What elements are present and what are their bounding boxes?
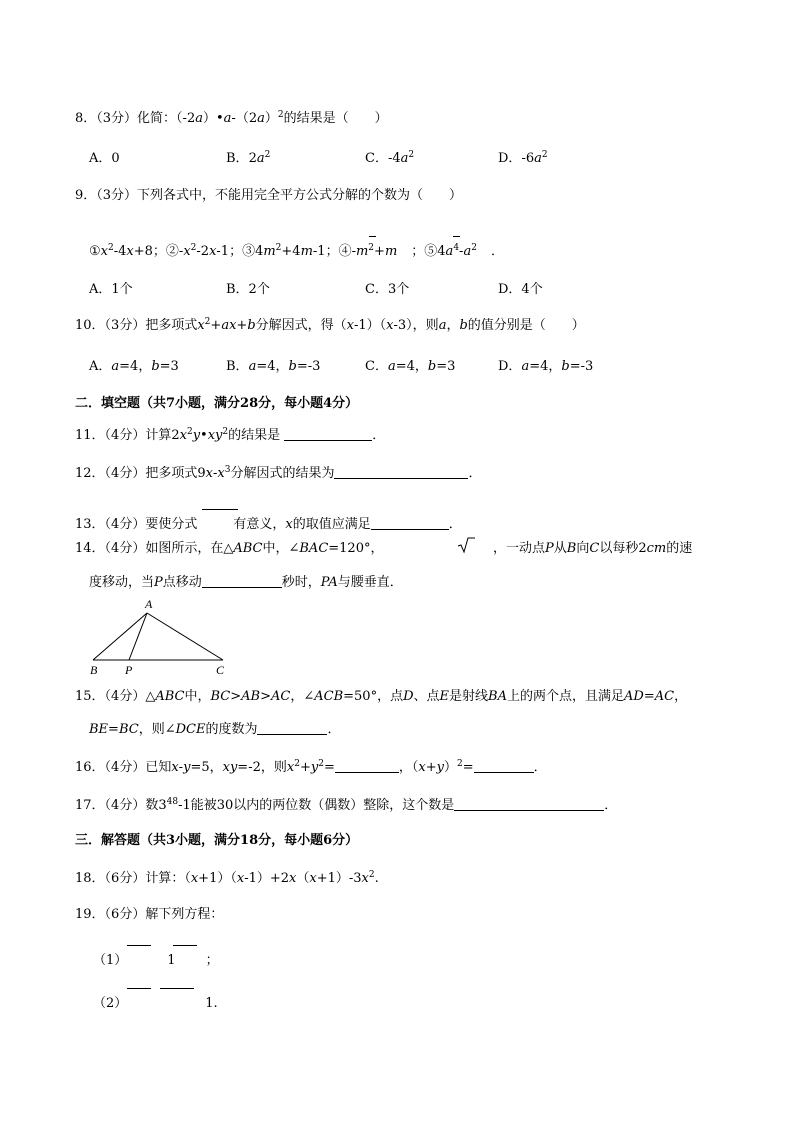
q14-answer-blank[interactable] [202, 574, 282, 588]
q11-answer-blank[interactable] [284, 427, 372, 441]
q19-part-2: （2） 1. [93, 996, 218, 1011]
q19-eq1-fraction-bar-1 [127, 945, 151, 946]
question-8: 8．（3分）化简：$(-2a)•a-(2a)^2$的结果是（ ） [75, 110, 388, 126]
label-c: C [216, 663, 225, 677]
q19-eq1-fraction-bar-2 [173, 945, 197, 946]
q17-answer-blank[interactable] [454, 797, 604, 811]
segment-pa [129, 613, 147, 660]
q15-answer-blank[interactable] [257, 721, 327, 735]
q10-option-b[interactable]: B．a=4，b=-3 [226, 359, 321, 374]
section-2-heading: 二．填空题（共7小题，满分28分，每小题4分） [75, 396, 359, 411]
label-a: A [145, 597, 153, 611]
question-11: 11．（4分）计算$2x^2y•xy^2$的结果是 ． [75, 427, 386, 443]
side-ab [93, 613, 147, 660]
question-10: 10．（3分）把多项式$x^2+ax+b$分解因式，得（x-1）（x-3），则a，b的值分别是（ ） [75, 317, 585, 333]
label-b: B [90, 663, 98, 677]
q9-option-c[interactable]: C．3个 [365, 282, 410, 297]
q16-answer-blank-1[interactable] [335, 759, 399, 773]
q10-option-d[interactable]: D．a=4，b=-3 [498, 359, 594, 374]
q9-fraction-bar-1 [369, 236, 376, 237]
question-14-cont-2: 度移动，当P点移动 秒时，PA与腰垂直． [89, 575, 403, 590]
q19-eq2-fraction-bar-1 [127, 988, 151, 989]
q13-answer-blank[interactable] [371, 516, 449, 530]
q19-part-1: （1） 1 ； [93, 953, 219, 968]
q9-option-b[interactable]: B．2个 [226, 282, 270, 297]
q9-option-d[interactable]: D．4个 [498, 282, 543, 297]
question-19: 19．（6分）解下列方程： [75, 907, 224, 922]
question-12: 12．（4分）把多项式$9x-x^3$分解因式的结果为 ． [75, 465, 482, 481]
question-14: 14．（4分）如图所示，在△ABC中，∠BAC=120°， [75, 541, 384, 556]
sqrt-sign-icon [456, 536, 476, 556]
question-17: 17．（4分）数$3^{48}-1$能被30以内的两位数（偶数）整除，这个数是 ． [75, 797, 618, 813]
q8-option-c[interactable]: C．$-4a^2$ [365, 150, 415, 166]
q9-fraction-bar-2 [453, 236, 460, 237]
q13-fraction-bar [202, 509, 238, 510]
q9-expressions: $①x^2-4x+8$；$②-x^2-2x-1$；$③4m^2+4m-1$；$④-m^2+m$ ；$⑤4a^4-a^2$ ． [89, 243, 504, 259]
q10-option-a[interactable]: A．a=4，b=3 [89, 359, 179, 374]
q8-option-a[interactable]: A．0 [89, 151, 120, 166]
triangle-figure [85, 595, 245, 680]
question-13: 13．（4分）要使分式 有意义，x的取值应满足 ． [75, 517, 462, 532]
question-16: 16．（4分）已知x-y=5，xy=-2，则$x^2+y^2=$ ，$(x+y)^2=$ ． [75, 759, 547, 775]
section-3-heading: 三．解答题（共3小题，满分18分，每小题6分） [75, 833, 359, 848]
question-15-cont: BE=BC，则∠DCE的度数为 ． [89, 722, 341, 737]
question-9: 9．（3分）下列各式中，不能用完全平方公式分解的个数为（ ） [75, 188, 463, 203]
question-14-cont-1: ，一动点P从B向C以每秒2cm的速 [493, 541, 693, 556]
side-ac [147, 613, 223, 660]
q8-option-d[interactable]: D．$-6a^2$ [498, 150, 548, 166]
q10-option-c[interactable]: C．a=4，b=3 [365, 359, 456, 374]
q8-option-b[interactable]: B．$2a^2$ [226, 150, 271, 166]
question-18: 18．（6分）计算：$(x+1)(x-1)+2x(x+1)-3x^2$. [75, 870, 379, 886]
q12-answer-blank[interactable] [334, 465, 468, 479]
q19-eq2-fraction-bar-2 [160, 988, 194, 989]
q9-option-a[interactable]: A．1个 [89, 282, 133, 297]
q16-answer-blank-2[interactable] [474, 759, 534, 773]
question-15: 15．（4分）△ABC中，BC>AB>AC，∠ACB=50°，点D、点E是射线BA上的两个点，且满足AD=AC， [75, 689, 688, 704]
label-p: P [125, 663, 133, 677]
